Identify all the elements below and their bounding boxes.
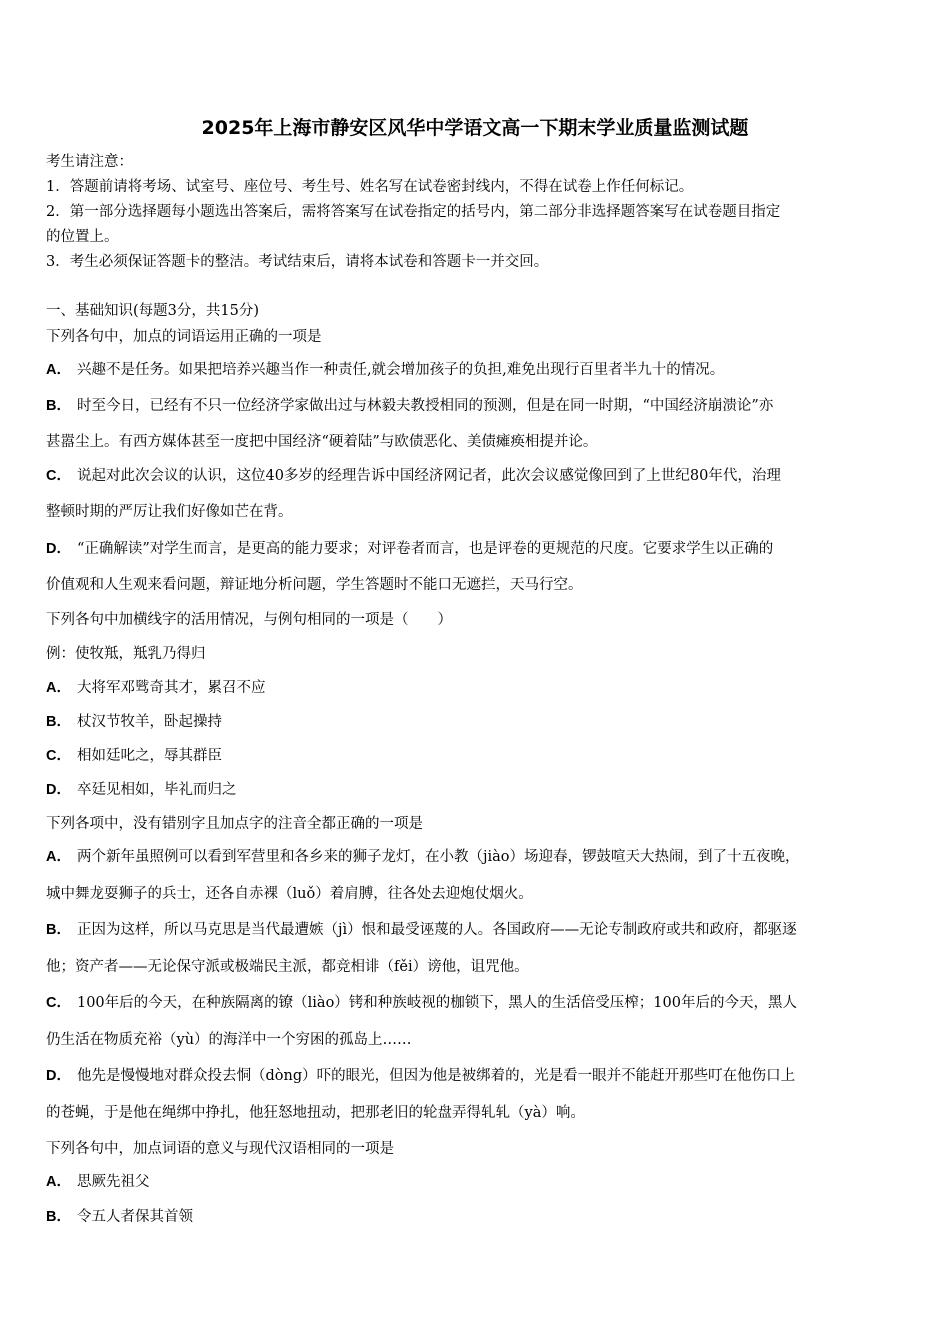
option-label: B． [46,1209,71,1225]
notice-item-2-cont: 的位置上。 [46,229,119,245]
option-text: 说起对此次会议的认识，这位40多岁的经理告诉中国经济网记者，此次会议感觉像回到了上世纪80年代，治理 [76,468,781,484]
q1-option-b-cont: 甚嚣尘上。有西方媒体甚至一度把中国经济“硬着陆”与欧债恶化、美债瘫痪相提并论。 [46,434,598,450]
option-text: 相如廷叱之，辱其群臣 [76,748,222,764]
q1-option-c-cont: 整顿时期的严厉让我们好像如芒在背。 [46,504,293,520]
option-text: 100年后的今天，在种族隔离的镣（liào）铐和种族岐视的枷锁下，黑人的生活倍受压榨；100年后的今天，黑人 [76,995,797,1011]
option-text: 令五人者保其首领 [76,1209,193,1225]
q3-option-d [46,1067,795,1085]
option-text: 兴趣不是任务。如果把培养兴趣当作一种责任,就会增加孩子的负担,难免出现行百里者半九十的情况。 [76,362,725,378]
option-label: B． [46,922,71,938]
q2-option-c [46,747,222,765]
q3-stem: 下列各项中，没有错别字且加点字的注音全都正确的一项是 [46,816,423,832]
option-label: C． [46,748,71,764]
q2-example: 例：使牧羝，羝乳乃得归 [46,646,206,662]
option-label: A． [46,680,71,696]
option-text: “正确解读”对学生而言，是更高的能力要求；对评卷者而言，也是评卷的更规范的尺度。它要求学生以正确的 [76,541,774,557]
option-label: A． [46,362,71,378]
q1-option-d [46,540,773,558]
notice-heading: 考生请注意： [46,154,133,170]
q4-option-b [46,1208,193,1226]
q3-option-c [46,994,797,1012]
option-text: 杖汉节牧羊，卧起操持 [76,714,222,730]
q2-option-b [46,713,222,731]
q1-option-c [46,467,781,485]
q3-option-a-cont: 城中舞龙耍狮子的兵士，还各自赤裸（luǒ）着肩膊，往各处去迎炮仗烟火。 [46,886,533,902]
page-title: 2025年上海市静安区风华中学语文高一下期末学业质量监测试题 [201,117,749,139]
option-label: D． [46,541,71,557]
option-label: D． [46,782,71,798]
q1-stem: 下列各句中，加点的词语运用正确的一项是 [46,329,322,345]
notice-item-2: 2．第一部分选择题每小题选出答案后，需将答案写在试卷指定的括号内，第二部分非选择题答案写在试卷题目指定 [46,204,781,220]
option-text: 正因为这样，所以马克思是当代最遭嫉（jì）恨和最受诬蔑的人。各国政府——无论专制政府或共和政府，都驱逐 [76,922,797,938]
q3-option-a [46,848,800,866]
option-text: 思厥先祖父 [76,1174,150,1190]
q3-option-c-cont: 仍生活在物质充裕（yù）的海洋中一个穷困的孤岛上…… [46,1032,412,1048]
q2-option-a [46,679,265,697]
q4-option-a [46,1173,149,1191]
option-label: B． [46,714,71,730]
q3-option-d-cont: 的苍蝇，于是他在绳绑中挣扎，他狂怒地扭动，把那老旧的轮盘弄得轧轧（yà）响。 [46,1105,585,1121]
q3-option-b [46,921,797,939]
q2-option-d [46,781,236,799]
q1-option-d-cont: 价值观和人生观来看问题，辩证地分析问题，学生答题时不能口无遮拦，天马行空。 [46,577,583,593]
option-text: 他先是慢慢地对群众投去恫（dòng）吓的眼光，但因为他是被绑着的，光是看一眼并不能赶开那些叮在他伤口上 [76,1068,796,1084]
q3-option-b-cont: 他；资产者——无论保守派或极端民主派，都竞相诽（fěi）谤他，诅咒他。 [46,959,529,975]
option-label: C． [46,995,71,1011]
q4-stem: 下列各句中，加点词语的意义与现代汉语相同的一项是 [46,1141,394,1157]
option-text: 大将军邓骘奇其才，累召不应 [76,680,266,696]
option-label: C． [46,468,71,484]
notice-item-1: 1．答题前请将考场、试室号、座位号、考生号、姓名写在试卷密封线内，不得在试卷上作任何标记。 [46,179,694,195]
option-label: A． [46,849,71,865]
q2-stem: 下列各句中加横线字的活用情况，与例句相同的一项是（ ） [46,612,452,628]
q1-option-a [46,361,724,379]
q1-option-b [46,397,773,415]
option-text: 时至今日，已经有不只一位经济学家做出过与林毅夫教授相同的预测，但是在同一时期，“中国经济崩溃论”亦 [76,398,774,414]
section-heading: 一、基础知识(每题3分，共15分) [46,303,259,319]
notice-item-3: 3．考生必须保证答题卡的整洁。考试结束后，请将本试卷和答题卡一并交回。 [46,254,549,270]
option-label: D． [46,1068,71,1084]
option-text: 卒廷见相如，毕礼而归之 [76,782,237,798]
option-label: A． [46,1174,71,1190]
option-text: 两个新年虽照例可以看到军营里和各乡来的狮子龙灯，在小教（jiào）场迎春，锣鼓喧天大热闹，到了十五夜晚， [76,849,800,865]
option-label: B． [46,398,71,414]
